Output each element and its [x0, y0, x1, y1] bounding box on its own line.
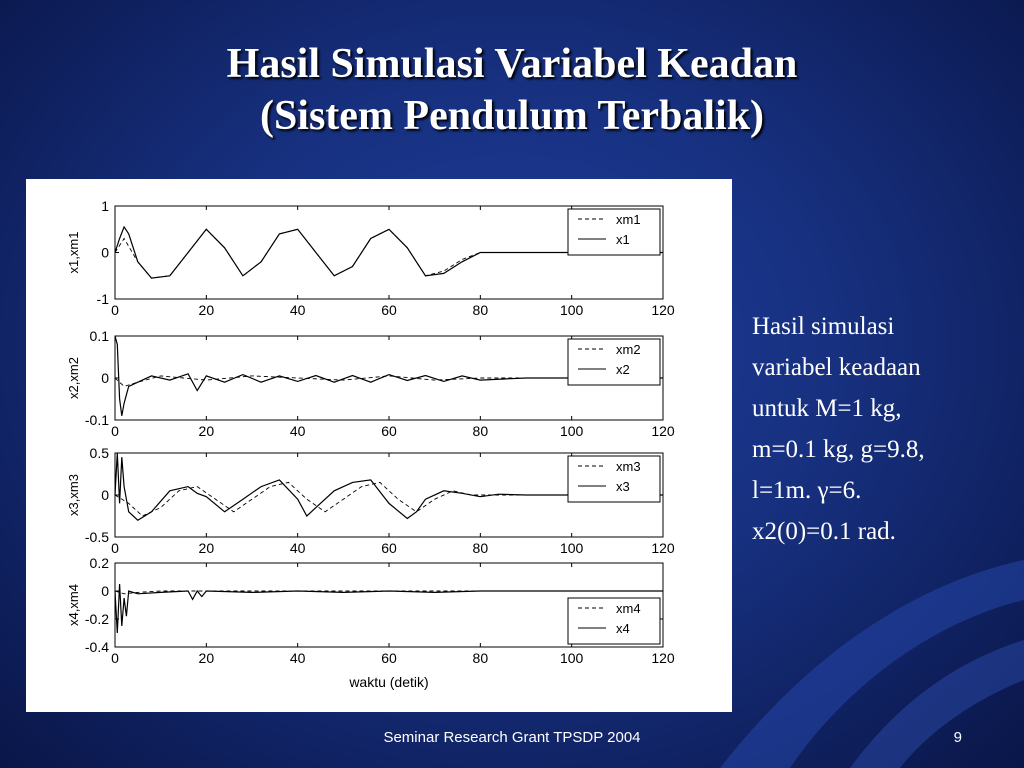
subplot-1: [66, 198, 675, 318]
x-tick-label: 0: [111, 540, 119, 556]
legend-label: x3: [616, 479, 630, 494]
x-tick-label: 120: [651, 302, 675, 318]
y-tick-label: 1: [101, 198, 109, 214]
plots-svg: [26, 179, 732, 712]
legend: [568, 339, 660, 385]
legend: [568, 209, 660, 255]
y-tick-label: -0.5: [84, 529, 109, 545]
slide-title: [0, 38, 1024, 142]
x-tick-label: 40: [289, 302, 306, 318]
x-tick-label: 100: [559, 423, 584, 439]
caption-line: l=1m. γ=6.: [752, 477, 862, 504]
x-tick-label: 60: [381, 302, 397, 318]
x-tick-label: 0: [111, 650, 119, 666]
y-tick-label: 0: [101, 370, 109, 386]
y-tick-label: -0.1: [84, 412, 109, 428]
caption-line: variabel keadaan: [752, 354, 921, 381]
x-tick-label: 20: [198, 302, 215, 318]
x-tick-label: 120: [651, 650, 675, 666]
y-axis-label: x1,xm1: [66, 231, 81, 274]
legend-label: xm4: [616, 601, 641, 616]
y-tick-label: 0: [101, 487, 109, 503]
legend-label: xm1: [616, 212, 641, 227]
x-tick-label: 60: [381, 650, 397, 666]
legend-box: [568, 339, 660, 385]
subplot-4: [66, 555, 675, 690]
legend-label: xm3: [616, 459, 641, 474]
caption-line: x2(0)=0.1 rad.: [752, 518, 896, 545]
y-axis-label: x2,xm2: [66, 357, 81, 399]
x-tick-label: 80: [472, 302, 489, 318]
x-tick-label: 0: [111, 302, 119, 318]
y-tick-label: -0.2: [84, 611, 109, 627]
title-line-1: Hasil Simulasi Variabel Keadan: [226, 41, 798, 87]
legend-label: x2: [616, 362, 630, 377]
caption-line: Hasil simulasi: [752, 313, 895, 340]
caption-line: m=0.1 kg, g=9.8,: [752, 436, 925, 463]
y-tick-label: 0.5: [89, 445, 109, 461]
x-tick-label: 100: [559, 302, 584, 318]
y-axis-label: x3,xm3: [66, 474, 81, 516]
legend: [568, 456, 660, 502]
legend-label: xm2: [616, 342, 641, 357]
y-tick-label: 0: [101, 583, 109, 599]
x-tick-label: 80: [472, 540, 489, 556]
x-tick-label: 20: [198, 423, 215, 439]
legend-box: [568, 598, 660, 644]
page-number: 9: [953, 729, 962, 746]
x-tick-label: 60: [381, 540, 397, 556]
x-tick-label: 20: [198, 540, 215, 556]
legend: [568, 598, 660, 644]
caption-line: untuk M=1 kg,: [752, 395, 902, 422]
x-tick-label: 40: [289, 650, 306, 666]
legend-label: x1: [616, 232, 630, 247]
y-tick-label: -1: [96, 291, 109, 307]
y-axis-label: x4,xm4: [66, 584, 81, 626]
x-axis-label: waktu (detik): [349, 674, 429, 690]
x-tick-label: 100: [559, 540, 584, 556]
x-tick-label: 20: [198, 650, 215, 666]
y-tick-label: -0.4: [84, 639, 109, 655]
x-tick-label: 0: [111, 423, 119, 439]
y-tick-label: 0: [101, 244, 109, 261]
legend-label: x4: [616, 621, 630, 636]
legend-box: [568, 209, 660, 255]
x-tick-label: 40: [289, 423, 306, 439]
x-tick-label: 40: [289, 540, 306, 556]
y-tick-label: 0.1: [89, 328, 109, 344]
title-line-2: (Sistem Pendulum Terbalik): [259, 93, 765, 139]
subplot-2: [66, 328, 675, 439]
footer-text: Seminar Research Grant TPSDP 2004: [383, 729, 641, 746]
x-tick-label: 60: [381, 423, 397, 439]
caption-text: [752, 306, 1012, 552]
x-tick-label: 120: [651, 540, 675, 556]
x-tick-label: 120: [651, 423, 675, 439]
legend-box: [568, 456, 660, 502]
y-tick-label: 0.2: [89, 555, 109, 571]
subplot-3: [66, 445, 675, 556]
simulation-figure: [26, 179, 732, 712]
x-tick-label: 100: [559, 650, 584, 666]
x-tick-label: 80: [472, 650, 489, 666]
x-tick-label: 80: [472, 423, 489, 439]
